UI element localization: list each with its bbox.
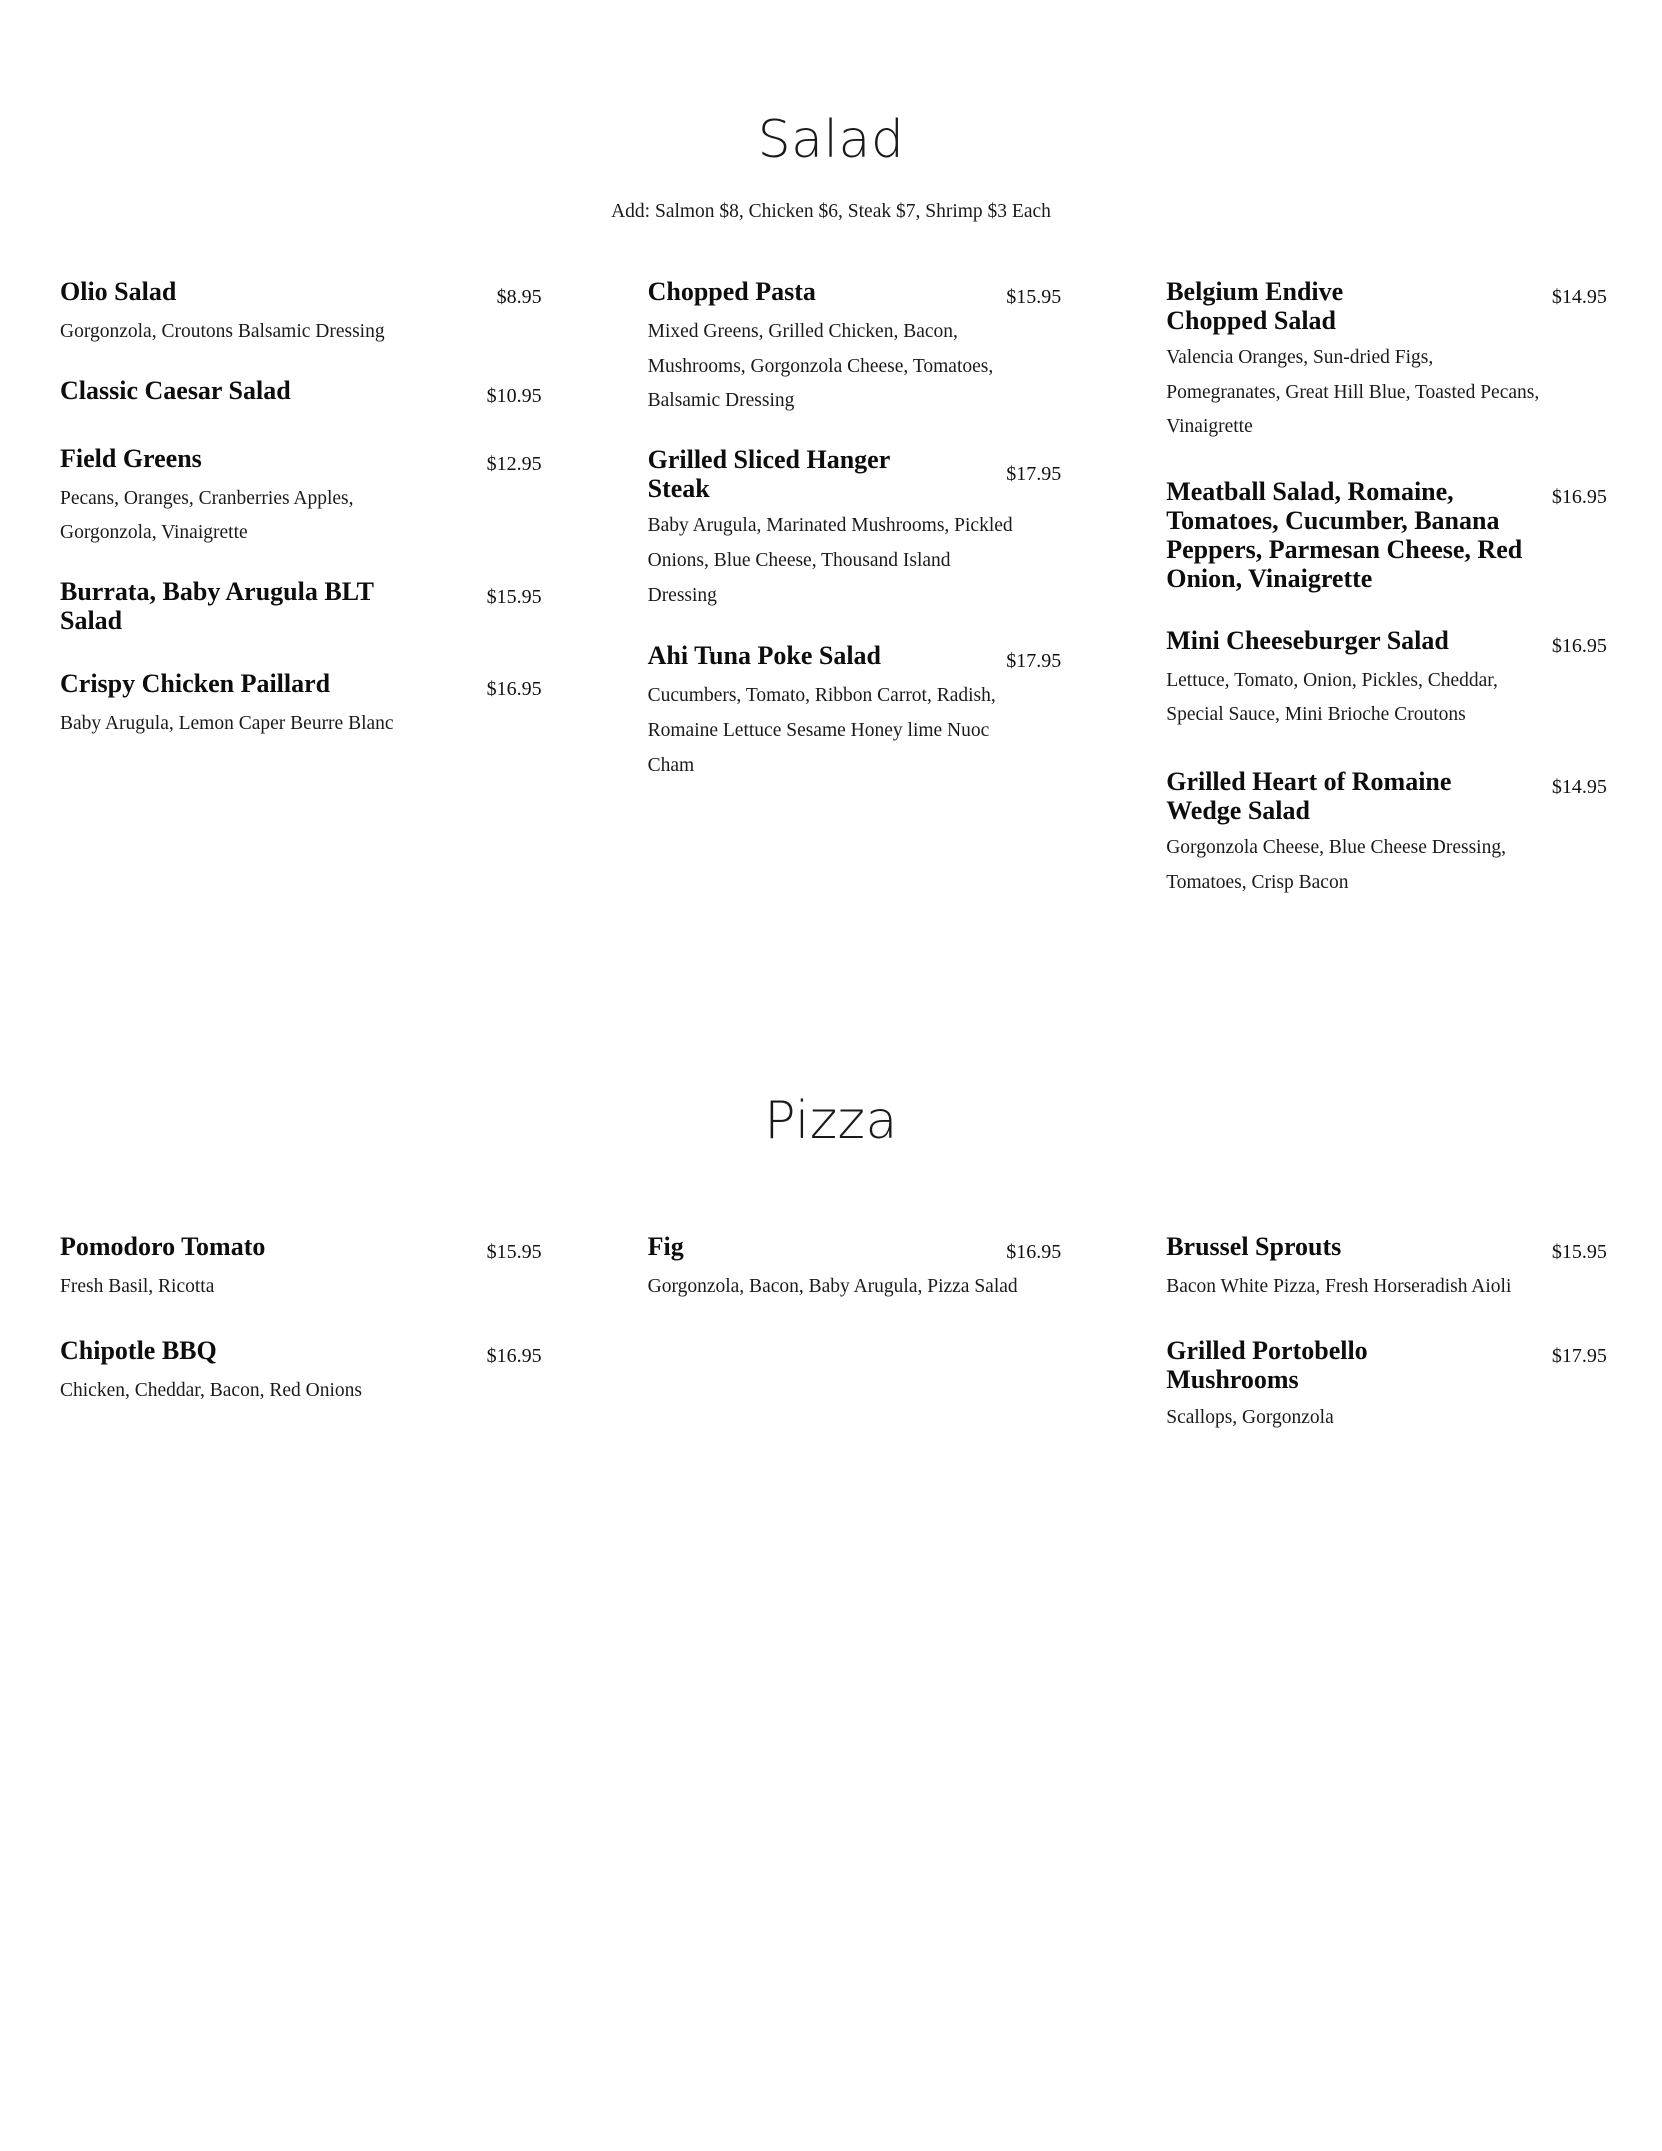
item-price: $16.95 [1551, 486, 1607, 509]
item-name: Fig [647, 1231, 684, 1261]
pizza-column-3 [1091, 1232, 1607, 1462]
salad-column-2 [576, 277, 1092, 810]
item-price: $16.95 [1551, 634, 1607, 657]
item-description: Lettuce, Tomato, Onion, Pickles, Cheddar, Special Sauce, Mini Brioche Croutons [1166, 669, 1498, 726]
item-description: Gorgonzola, Croutons Balsamic Dressing [60, 320, 385, 342]
section-title-salad: Salad [757, 110, 905, 170]
item-price: $14.95 [1551, 776, 1607, 798]
item-description: Baby Arugula, Marinated Mushrooms, Pickled Onions, Blue Cheese, Thousand Island Dressing [647, 515, 1013, 606]
menu-item [648, 277, 1062, 419]
item-price: $17.95 [1006, 650, 1062, 673]
item-name: Pomodoro Tomato [60, 1231, 266, 1261]
menu-item [1166, 626, 1607, 733]
menu-item [648, 445, 1062, 613]
section-pizza [0, 1090, 1662, 1462]
item-price: $8.95 [496, 285, 542, 308]
item-price: $15.95 [1006, 285, 1062, 308]
salad-column-3 [1091, 277, 1607, 927]
menu-item [60, 1232, 542, 1305]
item-description: Pecans, Oranges, Cranberries Apples, Gorgonzola, Vinaigrette [60, 487, 354, 544]
item-price: $14.95 [1551, 285, 1607, 308]
item-description: Baby Arugula, Lemon Caper Beurre Blanc [60, 713, 394, 735]
menu-item [1166, 767, 1607, 901]
item-price: $15.95 [1551, 1240, 1607, 1263]
pizza-column-1 [60, 1232, 576, 1435]
item-description: Gorgonzola Cheese, Blue Cheese Dressing, Tomatoes, Crisp Bacon [1166, 837, 1506, 893]
item-name: Grilled Sliced Hanger Steak [647, 444, 890, 504]
item-name: Brussel Sprouts [1166, 1231, 1342, 1261]
menu-item [1166, 1232, 1607, 1305]
item-name: Grilled Portobello Mushrooms [1166, 1336, 1368, 1395]
menu-item [60, 277, 542, 350]
menu-item [1166, 477, 1607, 593]
item-price: $16.95 [486, 1345, 542, 1368]
item-name: Chipotle BBQ [60, 1336, 217, 1366]
section-salad [0, 110, 1662, 927]
item-name: Ahi Tuna Poke Salad [647, 641, 881, 671]
item-price: $15.95 [486, 1240, 542, 1263]
menu-item [60, 669, 542, 742]
pizza-columns [0, 1232, 1662, 1462]
item-price: $10.95 [486, 384, 542, 407]
item-name: Belgium Endive Chopped Salad [1166, 276, 1344, 335]
item-name: Mini Cheeseburger Salad [1166, 625, 1449, 655]
menu-item [60, 1336, 542, 1409]
menu-item [60, 444, 542, 551]
menu-page [0, 110, 1662, 2151]
item-price: $12.95 [486, 452, 542, 475]
item-description: Fresh Basil, Ricotta [60, 1275, 215, 1297]
item-name: Classic Caesar Salad [60, 375, 291, 405]
item-description: Scallops, Gorgonzola [1166, 1406, 1334, 1428]
menu-item [648, 641, 1062, 783]
menu-item [1166, 277, 1607, 445]
item-name: Chopped Pasta [647, 276, 816, 306]
item-name: Field Greens [60, 443, 202, 473]
section-title-pizza: Pizza [764, 1090, 898, 1151]
menu-item [648, 1232, 1062, 1305]
pizza-column-2 [576, 1232, 1092, 1331]
item-description: Mixed Greens, Grilled Chicken, Bacon, Mushrooms, Gorgonzola Cheese, Tomatoes, Balsamic Dressing [647, 320, 994, 412]
menu-item [1166, 1336, 1607, 1435]
item-name: Olio Salad [60, 276, 177, 306]
salad-columns [0, 277, 1662, 927]
item-description: Chicken, Cheddar, Bacon, Red Onions [60, 1380, 362, 1402]
item-name: Grilled Heart of Romaine Wedge Salad [1166, 767, 1452, 826]
item-price: $15.95 [486, 585, 542, 608]
item-price: $16.95 [1006, 1240, 1062, 1263]
item-description: Valencia Oranges, Sun-dried Figs, Pomegranates, Great Hill Blue, Toasted Pecans, Vinaigrette [1166, 347, 1540, 438]
item-price: $17.95 [1006, 462, 1062, 485]
item-name: Burrata, Baby Arugula BLT Salad [60, 576, 374, 636]
item-price: $16.95 [486, 678, 542, 701]
item-description: Bacon White Pizza, Fresh Horseradish Aioli [1166, 1275, 1512, 1297]
menu-item [60, 376, 542, 408]
section-note-salad: Add: Salmon $8, Chicken $6, Steak $7, Shrimp $3 Each [611, 200, 1051, 222]
item-description: Cucumbers, Tomato, Ribbon Carrot, Radish, Romaine Lettuce Sesame Honey lime Nuoc Cham [647, 685, 996, 776]
item-name: Crispy Chicken Paillard [60, 669, 331, 699]
salad-column-1 [60, 277, 576, 768]
item-price: $17.95 [1551, 1345, 1607, 1368]
item-name: Meatball Salad, Romaine, Tomatoes, Cucumber, Banana Peppers, Parmesan Cheese, Red Onion, Vinaigrette [1166, 477, 1523, 594]
item-description: Gorgonzola, Bacon, Baby Arugula, Pizza Salad [647, 1275, 1018, 1297]
menu-item [60, 577, 542, 635]
